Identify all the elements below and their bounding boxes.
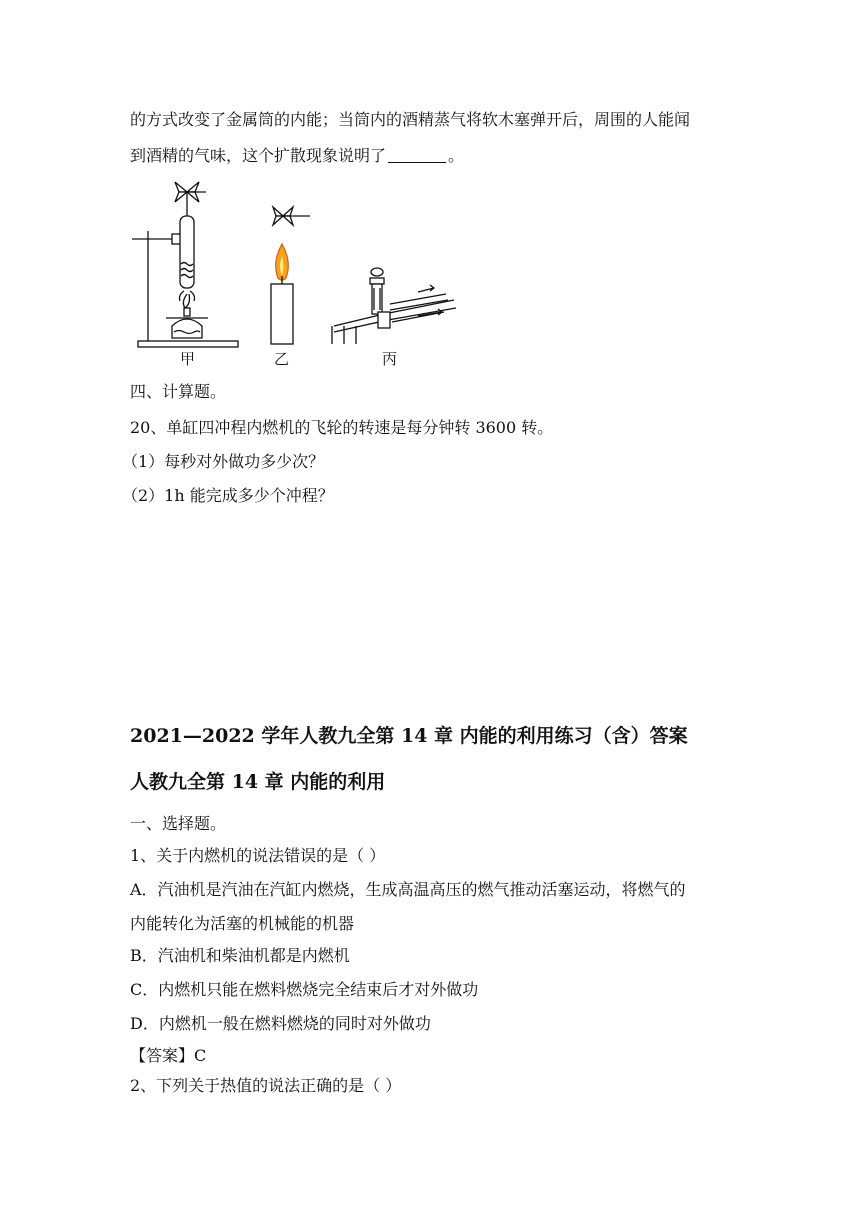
question-1: 1、关于内燃机的说法错误的是（ ）: [130, 846, 386, 865]
q19-text-after-blank: 。: [448, 146, 465, 165]
section4-title: 四、计算题。: [130, 382, 227, 401]
question-2: 2、下列关于热值的说法正确的是（ ）: [130, 1076, 402, 1095]
figure-label-jia: 甲: [180, 350, 196, 368]
experiment-figure: [128, 176, 468, 372]
question-1-option-a-line2: 内能转化为活塞的机械能的机器: [130, 914, 355, 933]
question-1-answer: 【答案】C: [130, 1046, 207, 1065]
q19-text-line1: 的方式改变了金属筒的内能；当筒内的酒精蒸气将软木塞弹开后，周围的人能闻: [130, 110, 691, 129]
question-1-option-b: B．汽油机和柴油机都是内燃机: [130, 946, 350, 965]
question-1-option-d: D．内燃机一般在燃料燃烧的同时对外做功: [130, 1014, 431, 1033]
q19-text-before-blank: 到酒精的气味，这个扩散现象说明了: [130, 146, 387, 165]
pinwheel-icon-jia: [175, 182, 206, 216]
apparatus-bing: [332, 268, 456, 344]
question-20-part1: （1）每秒对外做功多少次？: [122, 452, 325, 471]
question-1-option-a-line1: A．汽油机是汽油在汽缸内燃烧，生成高温高压的燃气推动活塞运动，将燃气的: [130, 880, 686, 899]
answer-blank: [388, 148, 446, 163]
apparatus-jia: [132, 182, 238, 347]
figure-label-yi: 乙: [274, 350, 290, 368]
apparatus-yi: [271, 207, 310, 344]
part1-title: 一、选择题。: [130, 814, 227, 833]
pinwheel-icon-yi: [273, 207, 310, 225]
q19-text-line2: [130, 146, 464, 166]
question-20: 20、单缸四冲程内燃机的飞轮的转速是每分钟转 3600 转。: [130, 418, 554, 437]
figure-label-bing: 丙: [382, 350, 398, 368]
question-20-part2: （2）1h 能完成多少个冲程？: [122, 486, 334, 505]
answer-section-title: 2021—2022 学年人教九全第 14 章 内能的利用练习（含）答案: [130, 725, 688, 747]
experiment-diagram: [128, 176, 468, 372]
answer-section-subtitle: 人教九全第 14 章 内能的利用: [130, 771, 386, 793]
question-1-option-c: C．内燃机只能在燃料燃烧完全结束后才对外做功: [130, 980, 479, 999]
